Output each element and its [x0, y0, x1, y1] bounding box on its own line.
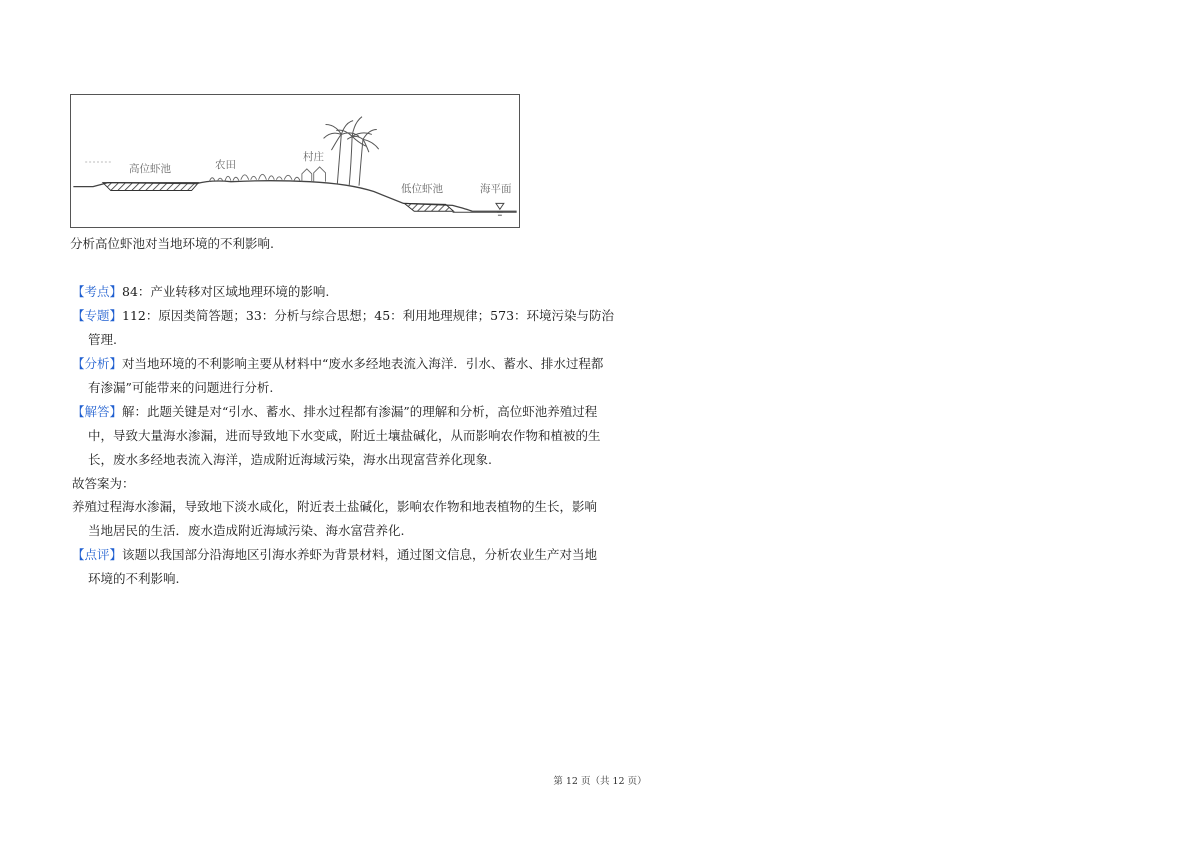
- question-text: 分析高位虾池对当地环境的不利影响.: [70, 236, 274, 251]
- kaodian-text: 84：产业转移对区域地理环境的影响.: [122, 284, 330, 299]
- label-high-pond: 高位虾池: [129, 163, 171, 175]
- jieda-text-1: 解：此题关键是对“引水、蓄水、排水过程都有渗漏”的理解和分析，高位虾池养殖过程: [122, 404, 598, 419]
- page-footer: 第 12 页（共 12 页）: [553, 776, 647, 787]
- dianping-text-2: 环境的不利影响.: [88, 571, 180, 586]
- jieda-text-3: 长，废水多经地表流入海洋，造成附近海域污染，海水出现富营养化现象.: [88, 452, 492, 467]
- label-sea-level: 海平面: [480, 183, 512, 195]
- dianping-line-1: [72, 545, 597, 565]
- fenxi-tag: 【分析】: [72, 356, 123, 371]
- village-houses: [302, 167, 326, 182]
- label-farmland: 农田: [215, 159, 236, 171]
- jieda-text-2: 中，导致大量海水渗漏，进而导致地下水变咸，附近土壤盐碱化，从而影响农作物和植被的生: [88, 428, 601, 443]
- zhuanti-tag: 【专题】: [72, 308, 123, 323]
- high-pond-hatch: [103, 183, 199, 191]
- jieda-tag: 【解答】: [72, 404, 123, 419]
- palm-trees: [324, 117, 379, 186]
- sea-level-marker: [496, 203, 504, 209]
- label-village: 村庄: [303, 151, 324, 163]
- kaodian-line: [72, 282, 329, 302]
- jieda-line-1: [72, 402, 597, 422]
- zhuanti-text-1: 112：原因类简答题；33：分析与综合思想；45：利用地理规律；573：环境污染与防治: [122, 308, 615, 323]
- fenxi-text-1: 对当地环境的不利影响主要从材料中“废水多经地表流入海洋．引水、蓄水、排水过程都: [122, 356, 604, 371]
- answer-text-2: 当地居民的生活．废水造成附近海域污染、海水富营养化.: [88, 523, 405, 538]
- fenxi-line-1: [72, 354, 603, 374]
- answer-text-1: 养殖过程海水渗漏，导致地下淡水咸化，附近表土盐碱化，影响农作物和地表植物的生长，影响: [72, 499, 598, 514]
- zhuanti-text-2: 管理.: [88, 332, 117, 347]
- kaodian-tag: 【考点】: [72, 284, 123, 299]
- answer-intro: 故答案为：: [72, 476, 135, 491]
- fenxi-text-2: 有渗漏”可能带来的问题进行分析.: [88, 380, 274, 395]
- low-pond-hatch: [404, 203, 453, 211]
- terrain-diagram: [70, 94, 520, 228]
- dianping-text-1: 该题以我国部分沿海地区引海水养虾为背景材料，通过图文信息，分析农业生产对当地: [122, 547, 598, 562]
- dianping-tag: 【点评】: [72, 547, 123, 562]
- zhuanti-line-1: [72, 306, 614, 326]
- label-low-pond: 低位虾池: [401, 183, 443, 195]
